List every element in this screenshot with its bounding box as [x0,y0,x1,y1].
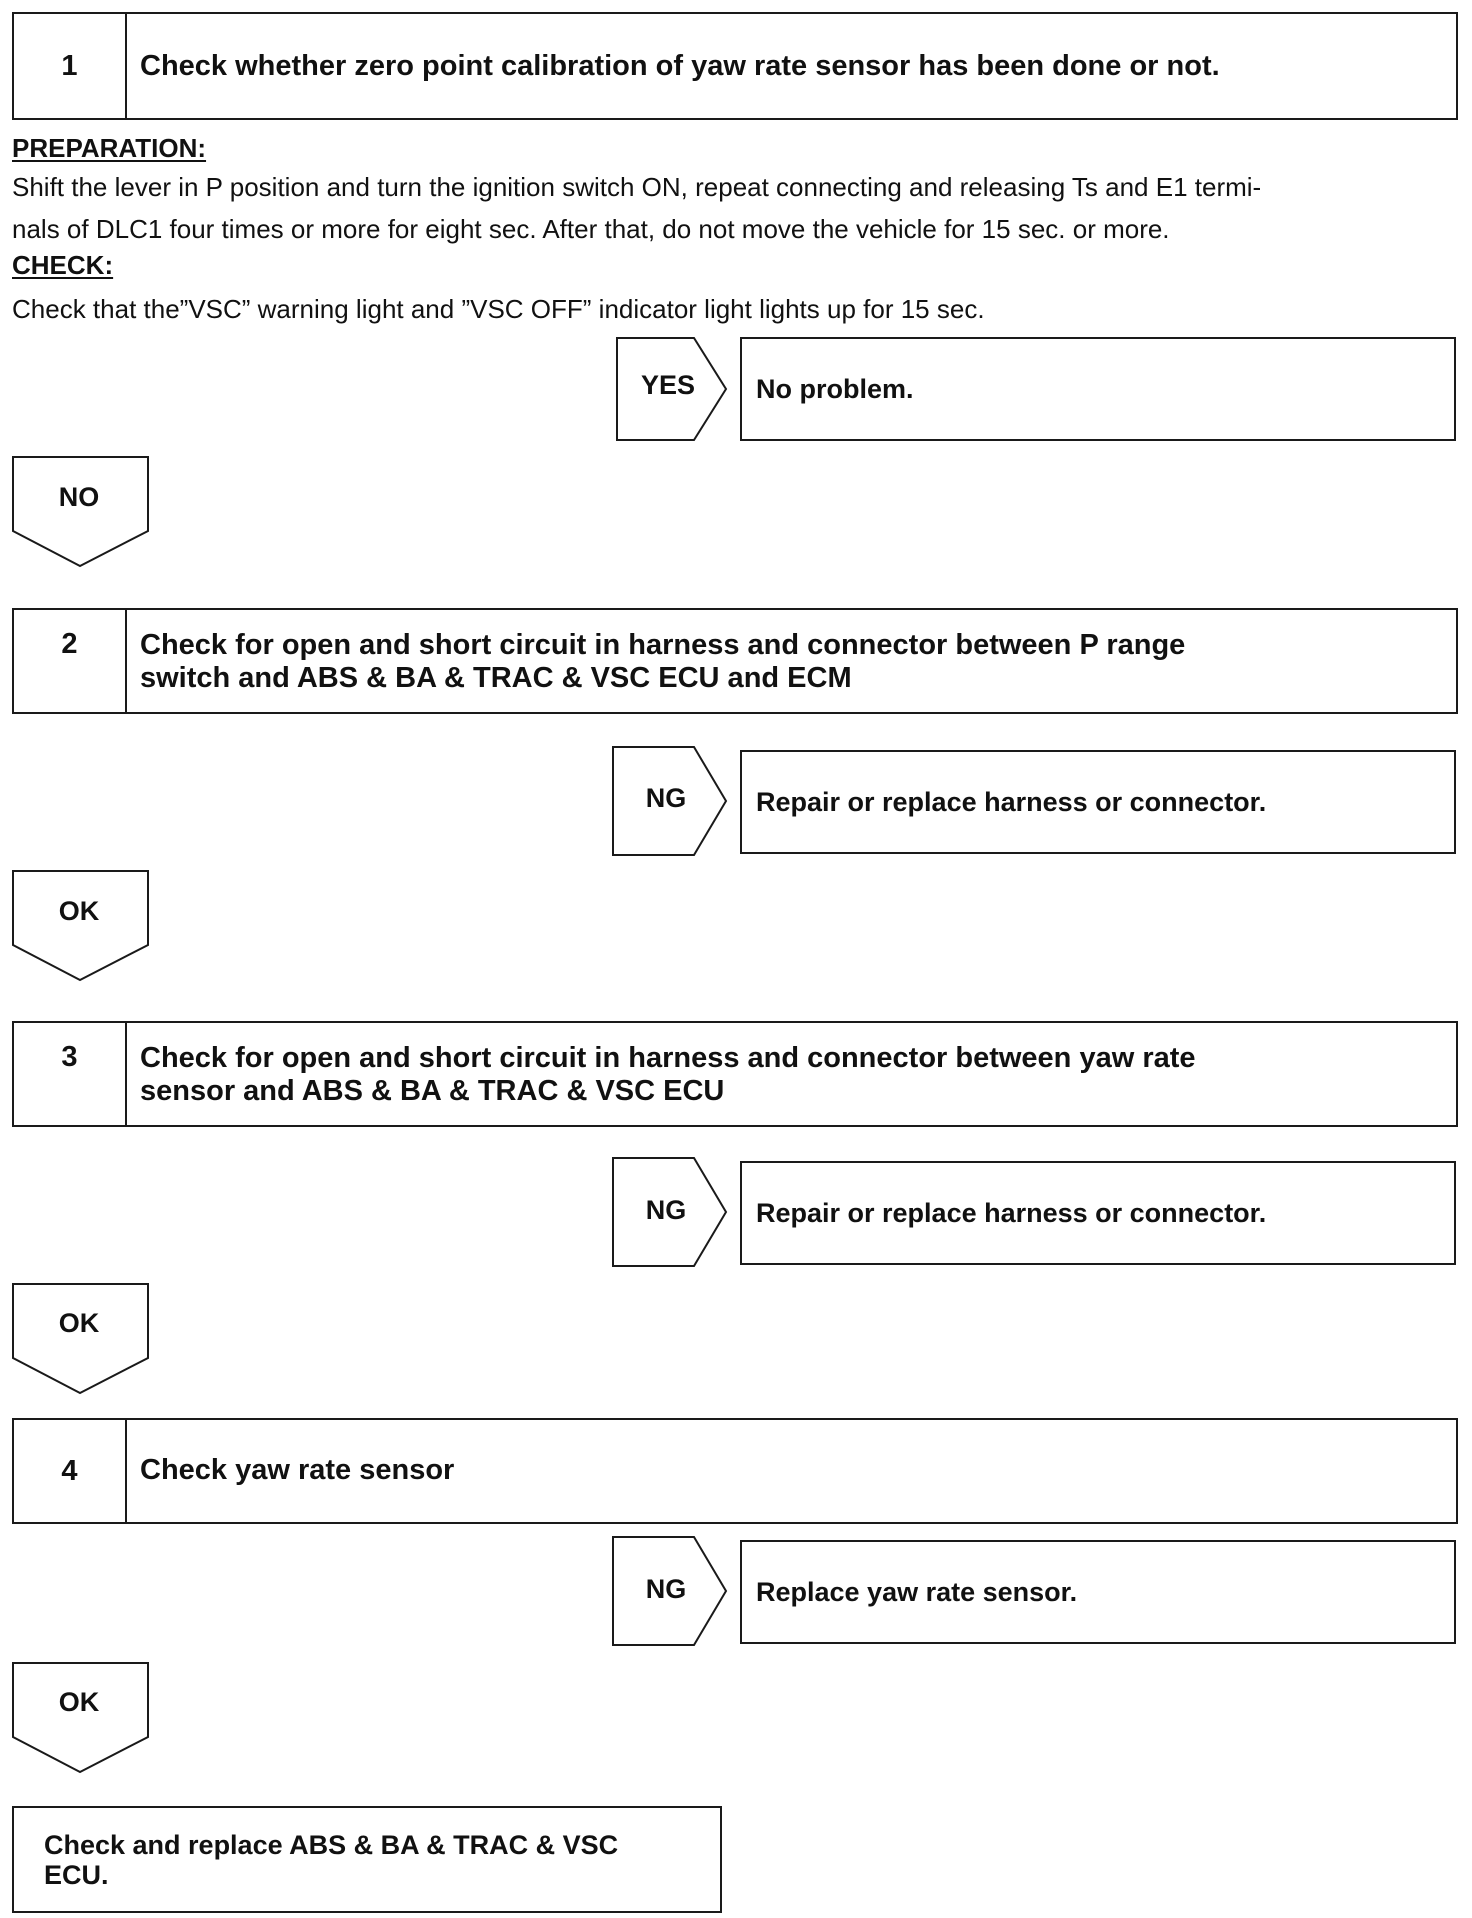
step-2-number: 2 [14,610,127,712]
ng-label-1: NG [645,783,687,813]
yes-result-box: No problem. [740,337,1456,441]
final-action-line-2: ECU. [44,1860,109,1890]
step-2-title-line-2: switch and ABS & BA & TRAC & VSC ECU and ECM [140,662,852,694]
step-3-box [12,1021,1458,1127]
final-action-box [12,1806,722,1913]
step-2-box [12,608,1458,714]
yes-label: YES [640,370,696,400]
ok-label-2: OK [58,1308,100,1338]
preparation-line-2: nals of DLC1 four times or more for eight sec. After that, do not move the vehicle for 15 sec. or more. [12,214,1170,244]
step-1-box [12,12,1458,120]
ok-down-arrow-2 [12,1283,152,1395]
step-1-number: 1 [14,14,127,118]
ng-label-3: NG [645,1574,687,1604]
ng-result-box-2: Repair or replace harness or connector. [740,1161,1456,1265]
preparation-line-1: Shift the lever in P position and turn the ignition switch ON, repeat connecting and releasing Ts and E1 termi- [12,172,1262,202]
step-1-title: Check whether zero point calibration of yaw rate sensor has been done or not. [140,50,1220,82]
ok-down-arrow-3 [12,1662,152,1774]
step-3-number: 3 [14,1023,127,1125]
step-4-box [12,1418,1458,1524]
ng-result-box-1: Repair or replace harness or connector. [740,750,1456,854]
preparation-label: PREPARATION: [12,133,207,163]
step-3-title-line-2: sensor and ABS & BA & TRAC & VSC ECU [140,1075,725,1107]
ng-result-box-3: Replace yaw rate sensor. [740,1540,1456,1644]
step-4-number: 4 [14,1420,127,1522]
step-2-title-line-1: Check for open and short circuit in harness and connector between P range [140,629,1186,661]
step-4-title: Check yaw rate sensor [140,1454,455,1486]
ok-label-1: OK [58,896,100,926]
no-label: NO [58,482,100,512]
ng-label-2: NG [645,1195,687,1225]
ok-label-3: OK [58,1687,100,1717]
check-text: Check that the”VSC” warning light and ”VSC OFF” indicator light lights up for 15 sec. [12,294,985,324]
check-label: CHECK: [12,250,114,280]
step-3-title-line-1: Check for open and short circuit in harness and connector between yaw rate [140,1042,1196,1074]
final-action-line-1: Check and replace ABS & BA & TRAC & VSC [44,1830,619,1860]
